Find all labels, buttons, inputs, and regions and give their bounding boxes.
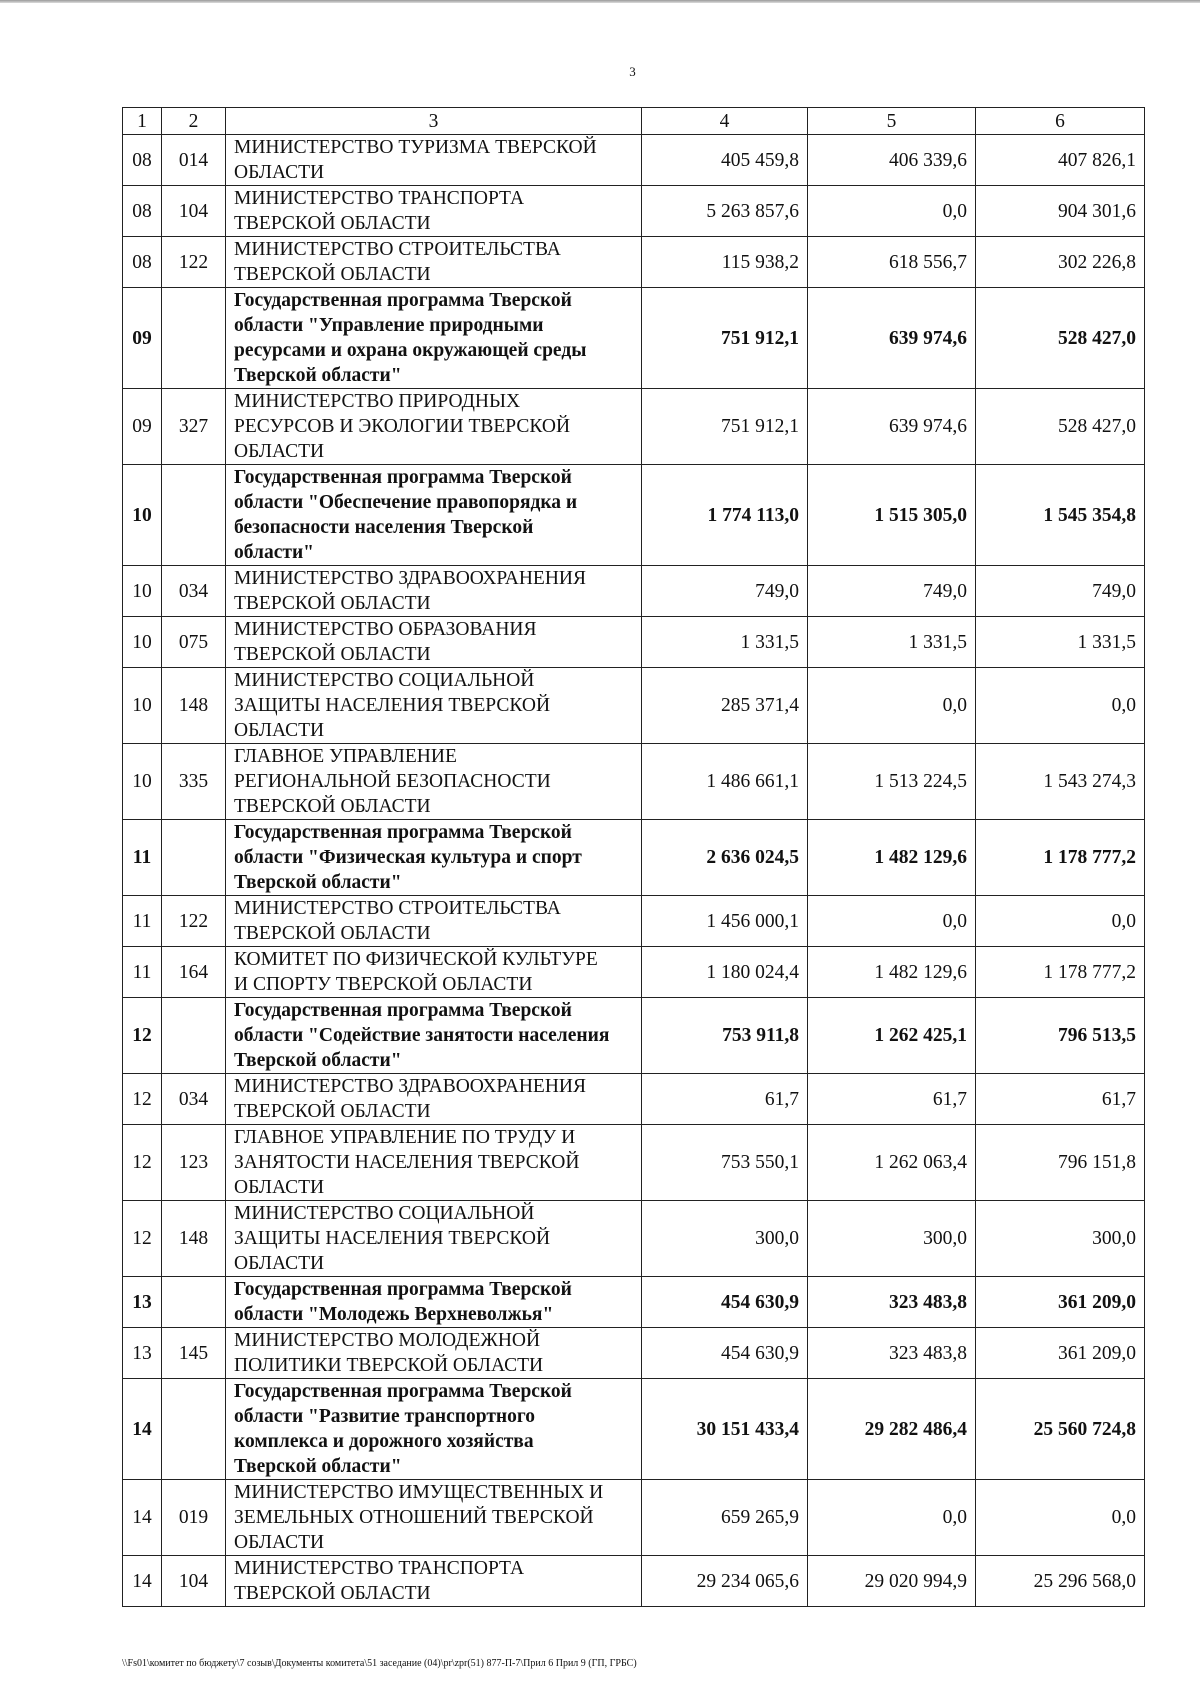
- admin-code-cell: 327: [162, 389, 226, 465]
- table-body: [123, 135, 1145, 1607]
- amount-col5-cell: 639 974,6: [808, 389, 976, 465]
- amount-col4-cell: 115 938,2: [642, 237, 808, 288]
- amount-col5-cell: 0,0: [808, 668, 976, 744]
- program-code-cell: 11: [123, 820, 162, 896]
- program-code-cell: 10: [123, 617, 162, 668]
- program-code-cell: 11: [123, 896, 162, 947]
- program-code-cell: 08: [123, 135, 162, 186]
- name-cell: МИНИСТЕРСТВО ИМУЩЕСТВЕННЫХ И ЗЕМЕЛЬНЫХ ОТНОШЕНИЙ ТВЕРСКОЙ ОБЛАСТИ: [226, 1480, 642, 1556]
- table-row: [123, 186, 1145, 237]
- name-cell: МИНИСТЕРСТВО МОЛОДЕЖНОЙ ПОЛИТИКИ ТВЕРСКОЙ ОБЛАСТИ: [226, 1328, 642, 1379]
- amount-col5-cell: 1 515 305,0: [808, 465, 976, 566]
- amount-col5-cell: 323 483,8: [808, 1328, 976, 1379]
- amount-col6-cell: 1 178 777,2: [976, 820, 1145, 896]
- amount-col4-cell: 300,0: [642, 1201, 808, 1277]
- amount-col4-cell: 751 912,1: [642, 288, 808, 389]
- budget-table: [122, 107, 1145, 1607]
- name-cell: Государственная программа Тверской области "Содействие занятости населения Тверской области": [226, 998, 642, 1074]
- amount-col4-cell: 1 486 661,1: [642, 744, 808, 820]
- name-cell: Государственная программа Тверской области "Управление природными ресурсами и охрана окружающей среды Тверской области": [226, 288, 642, 389]
- table-row: [123, 1074, 1145, 1125]
- admin-code-cell: 145: [162, 1328, 226, 1379]
- amount-col6-cell: 25 560 724,8: [976, 1379, 1145, 1480]
- table-row: [123, 1125, 1145, 1201]
- amount-col5-cell: 1 262 063,4: [808, 1125, 976, 1201]
- amount-col4-cell: 1 331,5: [642, 617, 808, 668]
- amount-col6-cell: 0,0: [976, 1480, 1145, 1556]
- amount-col4-cell: 1 774 113,0: [642, 465, 808, 566]
- amount-col6-cell: 0,0: [976, 668, 1145, 744]
- column-header: 1: [123, 108, 162, 135]
- amount-col4-cell: 61,7: [642, 1074, 808, 1125]
- amount-col4-cell: 30 151 433,4: [642, 1379, 808, 1480]
- amount-col5-cell: 1 513 224,5: [808, 744, 976, 820]
- admin-code-cell: [162, 1379, 226, 1480]
- amount-col6-cell: 749,0: [976, 566, 1145, 617]
- admin-code-cell: 148: [162, 668, 226, 744]
- amount-col5-cell: 1 482 129,6: [808, 820, 976, 896]
- amount-col6-cell: 528 427,0: [976, 389, 1145, 465]
- program-code-cell: 13: [123, 1328, 162, 1379]
- program-row: [123, 288, 1145, 389]
- amount-col4-cell: 29 234 065,6: [642, 1556, 808, 1607]
- program-code-cell: 12: [123, 1125, 162, 1201]
- program-code-cell: 10: [123, 744, 162, 820]
- program-code-cell: 13: [123, 1277, 162, 1328]
- column-header: 4: [642, 108, 808, 135]
- scan-edge: [0, 0, 1200, 3]
- amount-col6-cell: 796 151,8: [976, 1125, 1145, 1201]
- program-code-cell: 08: [123, 237, 162, 288]
- admin-code-cell: 019: [162, 1480, 226, 1556]
- name-cell: МИНИСТЕРСТВО СОЦИАЛЬНОЙ ЗАЩИТЫ НАСЕЛЕНИЯ ТВЕРСКОЙ ОБЛАСТИ: [226, 668, 642, 744]
- name-cell: МИНИСТЕРСТВО ЗДРАВООХРАНЕНИЯ ТВЕРСКОЙ ОБЛАСТИ: [226, 566, 642, 617]
- table-row: [123, 617, 1145, 668]
- amount-col5-cell: 0,0: [808, 1480, 976, 1556]
- name-cell: МИНИСТЕРСТВО ТРАНСПОРТА ТВЕРСКОЙ ОБЛАСТИ: [226, 186, 642, 237]
- amount-col4-cell: 454 630,9: [642, 1328, 808, 1379]
- admin-code-cell: 014: [162, 135, 226, 186]
- admin-code-cell: 075: [162, 617, 226, 668]
- page-number: 3: [629, 64, 636, 79]
- name-cell: МИНИСТЕРСТВО СОЦИАЛЬНОЙ ЗАЩИТЫ НАСЕЛЕНИЯ ТВЕРСКОЙ ОБЛАСТИ: [226, 1201, 642, 1277]
- table-row: [123, 135, 1145, 186]
- table-row: [123, 668, 1145, 744]
- amount-col4-cell: 753 550,1: [642, 1125, 808, 1201]
- table-row: [123, 947, 1145, 998]
- name-cell: МИНИСТЕРСТВО ТУРИЗМА ТВЕРСКОЙ ОБЛАСТИ: [226, 135, 642, 186]
- amount-col5-cell: 1 482 129,6: [808, 947, 976, 998]
- amount-col4-cell: 454 630,9: [642, 1277, 808, 1328]
- amount-col6-cell: 302 226,8: [976, 237, 1145, 288]
- name-cell: МИНИСТЕРСТВО ЗДРАВООХРАНЕНИЯ ТВЕРСКОЙ ОБЛАСТИ: [226, 1074, 642, 1125]
- program-code-cell: 14: [123, 1480, 162, 1556]
- column-header: 2: [162, 108, 226, 135]
- amount-col4-cell: 753 911,8: [642, 998, 808, 1074]
- amount-col5-cell: 406 339,6: [808, 135, 976, 186]
- name-cell: МИНИСТЕРСТВО СТРОИТЕЛЬСТВА ТВЕРСКОЙ ОБЛАСТИ: [226, 896, 642, 947]
- amount-col4-cell: 5 263 857,6: [642, 186, 808, 237]
- amount-col5-cell: 29 282 486,4: [808, 1379, 976, 1480]
- amount-col5-cell: 1 331,5: [808, 617, 976, 668]
- table-row: [123, 389, 1145, 465]
- amount-col6-cell: 25 296 568,0: [976, 1556, 1145, 1607]
- table-row: [123, 237, 1145, 288]
- amount-col6-cell: 61,7: [976, 1074, 1145, 1125]
- amount-col4-cell: 2 636 024,5: [642, 820, 808, 896]
- program-code-cell: 12: [123, 1201, 162, 1277]
- table-row: [123, 1201, 1145, 1277]
- admin-code-cell: [162, 465, 226, 566]
- amount-col6-cell: 904 301,6: [976, 186, 1145, 237]
- amount-col5-cell: 61,7: [808, 1074, 976, 1125]
- admin-code-cell: 104: [162, 1556, 226, 1607]
- amount-col5-cell: 323 483,8: [808, 1277, 976, 1328]
- name-cell: ГЛАВНОЕ УПРАВЛЕНИЕ ПО ТРУДУ И ЗАНЯТОСТИ НАСЕЛЕНИЯ ТВЕРСКОЙ ОБЛАСТИ: [226, 1125, 642, 1201]
- amount-col4-cell: 405 459,8: [642, 135, 808, 186]
- amount-col4-cell: 1 180 024,4: [642, 947, 808, 998]
- admin-code-cell: 148: [162, 1201, 226, 1277]
- admin-code-cell: 123: [162, 1125, 226, 1201]
- program-row: [123, 1379, 1145, 1480]
- admin-code-cell: 034: [162, 1074, 226, 1125]
- program-row: [123, 1277, 1145, 1328]
- program-code-cell: 14: [123, 1556, 162, 1607]
- program-code-cell: 10: [123, 465, 162, 566]
- amount-col4-cell: 285 371,4: [642, 668, 808, 744]
- program-row: [123, 820, 1145, 896]
- table-row: [123, 744, 1145, 820]
- program-code-cell: 12: [123, 998, 162, 1074]
- amount-col4-cell: 1 456 000,1: [642, 896, 808, 947]
- admin-code-cell: [162, 1277, 226, 1328]
- amount-col5-cell: 0,0: [808, 896, 976, 947]
- footer-file-path: \\Fs01\комитет по бюджету\7 созыв\Документы комитета\51 заседание (04)\pr\zpr(51) 877-П-7\Прил 6 Прил 9 (ГП, ГРБС): [122, 1658, 637, 1669]
- program-code-cell: 10: [123, 566, 162, 617]
- amount-col6-cell: 1 545 354,8: [976, 465, 1145, 566]
- admin-code-cell: [162, 998, 226, 1074]
- amount-col5-cell: 0,0: [808, 186, 976, 237]
- name-cell: ГЛАВНОЕ УПРАВЛЕНИЕ РЕГИОНАЛЬНОЙ БЕЗОПАСНОСТИ ТВЕРСКОЙ ОБЛАСТИ: [226, 744, 642, 820]
- name-cell: Государственная программа Тверской области "Физическая культура и спорт Тверской области": [226, 820, 642, 896]
- program-row: [123, 465, 1145, 566]
- program-code-cell: 14: [123, 1379, 162, 1480]
- amount-col5-cell: 29 020 994,9: [808, 1556, 976, 1607]
- amount-col6-cell: 528 427,0: [976, 288, 1145, 389]
- table-row: [123, 1480, 1145, 1556]
- program-code-cell: 11: [123, 947, 162, 998]
- table-row: [123, 566, 1145, 617]
- amount-col6-cell: 361 209,0: [976, 1277, 1145, 1328]
- column-header: 3: [226, 108, 642, 135]
- table-row: [123, 1556, 1145, 1607]
- amount-col6-cell: 1 543 274,3: [976, 744, 1145, 820]
- amount-col5-cell: 639 974,6: [808, 288, 976, 389]
- amount-col5-cell: 1 262 425,1: [808, 998, 976, 1074]
- admin-code-cell: 164: [162, 947, 226, 998]
- amount-col6-cell: 1 331,5: [976, 617, 1145, 668]
- program-code-cell: 09: [123, 389, 162, 465]
- name-cell: МИНИСТЕРСТВО СТРОИТЕЛЬСТВА ТВЕРСКОЙ ОБЛАСТИ: [226, 237, 642, 288]
- name-cell: МИНИСТЕРСТВО ОБРАЗОВАНИЯ ТВЕРСКОЙ ОБЛАСТИ: [226, 617, 642, 668]
- program-code-cell: 10: [123, 668, 162, 744]
- amount-col6-cell: 796 513,5: [976, 998, 1145, 1074]
- admin-code-cell: [162, 820, 226, 896]
- program-code-cell: 08: [123, 186, 162, 237]
- table-row: [123, 1328, 1145, 1379]
- amount-col6-cell: 1 178 777,2: [976, 947, 1145, 998]
- amount-col5-cell: 749,0: [808, 566, 976, 617]
- amount-col6-cell: 361 209,0: [976, 1328, 1145, 1379]
- name-cell: Государственная программа Тверской области "Молодежь Верхневолжья": [226, 1277, 642, 1328]
- program-code-cell: 09: [123, 288, 162, 389]
- admin-code-cell: 034: [162, 566, 226, 617]
- column-header: 5: [808, 108, 976, 135]
- amount-col6-cell: 407 826,1: [976, 135, 1145, 186]
- program-code-cell: 12: [123, 1074, 162, 1125]
- admin-code-cell: 122: [162, 896, 226, 947]
- column-header: 6: [976, 108, 1145, 135]
- amount-col6-cell: 0,0: [976, 896, 1145, 947]
- amount-col5-cell: 300,0: [808, 1201, 976, 1277]
- admin-code-cell: 104: [162, 186, 226, 237]
- name-cell: Государственная программа Тверской области "Обеспечение правопорядка и безопасности населения Тверской области": [226, 465, 642, 566]
- amount-col4-cell: 659 265,9: [642, 1480, 808, 1556]
- amount-col4-cell: 751 912,1: [642, 389, 808, 465]
- admin-code-cell: [162, 288, 226, 389]
- table-header-row: [123, 108, 1145, 135]
- name-cell: МИНИСТЕРСТВО ПРИРОДНЫХ РЕСУРСОВ И ЭКОЛОГИИ ТВЕРСКОЙ ОБЛАСТИ: [226, 389, 642, 465]
- program-row: [123, 998, 1145, 1074]
- amount-col4-cell: 749,0: [642, 566, 808, 617]
- admin-code-cell: 335: [162, 744, 226, 820]
- admin-code-cell: 122: [162, 237, 226, 288]
- name-cell: КОМИТЕТ ПО ФИЗИЧЕСКОЙ КУЛЬТУРЕ И СПОРТУ ТВЕРСКОЙ ОБЛАСТИ: [226, 947, 642, 998]
- amount-col6-cell: 300,0: [976, 1201, 1145, 1277]
- table-row: [123, 896, 1145, 947]
- name-cell: Государственная программа Тверской области "Развитие транспортного комплекса и дорожного хозяйства Тверской области": [226, 1379, 642, 1480]
- amount-col5-cell: 618 556,7: [808, 237, 976, 288]
- name-cell: МИНИСТЕРСТВО ТРАНСПОРТА ТВЕРСКОЙ ОБЛАСТИ: [226, 1556, 642, 1607]
